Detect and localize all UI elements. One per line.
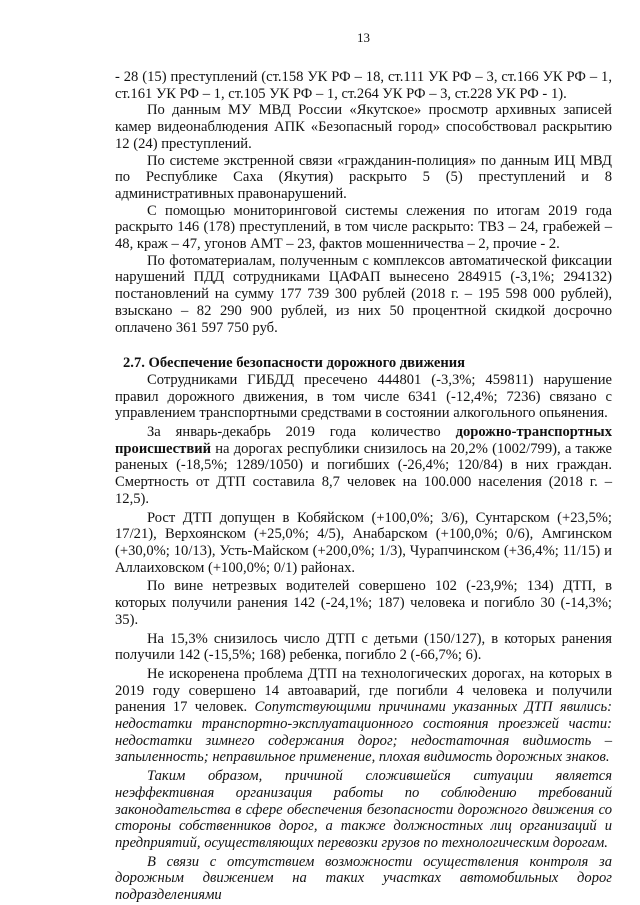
paragraph-accidents-total	[115, 424, 612, 508]
paragraph-emergency-link: По системе экстренной связи «гражданин-полиция» по данным ИЦ МВД по Республике Саха (Якутия) раскрыто 5 (5) преступлений и 8 административных правонарушений.	[115, 152, 612, 202]
paragraph-monitoring-system: С помощью мониторинговой системы слежения по итогам 2019 года раскрыто 146 (178) преступлений, в том числе раскрыто: ТВЗ – 24, грабежей – 48, краж – 47, угонов АМТ – 23, фактов мошенничества – 2, прочие - 2.	[115, 202, 612, 253]
paragraph-accident-growth: Рост ДТП допущен в Кобяйском (+100,0%; 3/6), Сунтарском (+23,5%; 17/21), Верхоянском (+25,0%; 4/5), Анабарском (+100,0%; 0/6), Амгинском (+30,0%; 10/13), Усть-Майском (+200,0%; 1/3), Чурапчинском (+36,4%; 11/15) и Аллаиховском (+100,0%; 0/1) районах.	[115, 509, 612, 576]
paragraph-conclusion: Таким образом, причиной сложившейся ситуации является неэффективная организация работы по соблюдению требований законодательства в сфере обеспечения безопасности дорожного движения со стороны собственников дорог, а также должностных лиц организаций и предприятий, осуществляющих перевозки грузов по технологическим дорогам.	[115, 768, 612, 851]
accidents-text-end: на дорогах республики снизилось на 20,2% (1002/799), а также раненых (-18,5%; 1289/1050) и погибших (-26,4%; 120/84) в них граждан. Смертность от ДТП составила 8,7 человек на 100.000 населения (2018 г. – 12,5).	[115, 440, 612, 507]
paragraph-safe-city: По данным МУ МВД России «Якутское» просмотр архивных записей камер видеонаблюдения АПК «Безопасный город» способствовал раскрытию 12 (24) преступлений.	[115, 102, 612, 152]
accidents-term-bold: дорожно-транспортных происшествий	[115, 424, 612, 457]
page-number: 13	[357, 30, 370, 45]
paragraph-child-accidents: На 15,3% снизилось число ДТП с детьми (150/127), в которых ранения получили 142 (-15,5%; 168) ребенка, погибло 2 (-66,7%; 6).	[115, 630, 612, 664]
tech-roads-text: Не искоренена проблема ДТП на технологических дорогах, на которых в 2019 году совершено 14 автоаварий, где погибли 4 человека и получили ранения 17 человек.	[115, 665, 612, 716]
accidents-text-start: За январь-декабрь 2019 года количество	[147, 424, 456, 441]
paragraph-photo-fixation: По фотоматериалам, полученным с комплексов автоматической фиксации нарушений ПДД сотрудниками ЦАФАП вынесено 284915 (-3,1%; 294132) постановлений на сумму 177 739 300 рублей (2018 г. – 195 598 000 рублей), взыскано – 82 290 900 рублей, из них 50 процентной скидкой досрочно оплачено 361 597 750 руб.	[115, 252, 612, 336]
section-heading: 2.7. Обеспечение безопасности дорожного движения	[123, 355, 466, 372]
paragraph-traffic-violations: Сотрудниками ГИБДД пресечено 444801 (-3,3%; 459811) нарушение правил дорожного движения, в том числе 6341 (-12,4%; 7236) связано с управлением транспортными средствами в состоянии алкогольного опьянения.	[115, 371, 612, 422]
paragraph-crimes-list: - 28 (15) преступлений (ст.158 УК РФ – 18, ст.111 УК РФ – 3, ст.166 УК РФ – 1, ст.161 УК РФ – 1, ст.105 УК РФ – 1, ст.264 УК РФ – 3, ст.228 УК РФ - 1).	[115, 69, 612, 102]
paragraph-drunk-drivers: По вине нетрезвых водителей совершено 102 (-23,9%; 134) ДТП, в которых получили ранения 142 (-24,1%; 187) человека и погибло 30 (-14,3%; 35).	[115, 578, 612, 628]
paragraph-control-absence: В связи с отсутствием возможности осуществления контроля за дорожным движением на таких участках автомобильных дорог подразделениями	[115, 853, 612, 904]
paragraph-technological-roads	[115, 666, 612, 766]
tech-roads-causes-italic: Сопутствующими причинами указанных ДТП явились: недостатки транспортно-эксплуатационного состояния проезжей части: недостатки зимнего содержания дорог; недостаточная видимость – запыленность; неправильное применение, плохая видимость дорожных знаков.	[115, 699, 612, 766]
